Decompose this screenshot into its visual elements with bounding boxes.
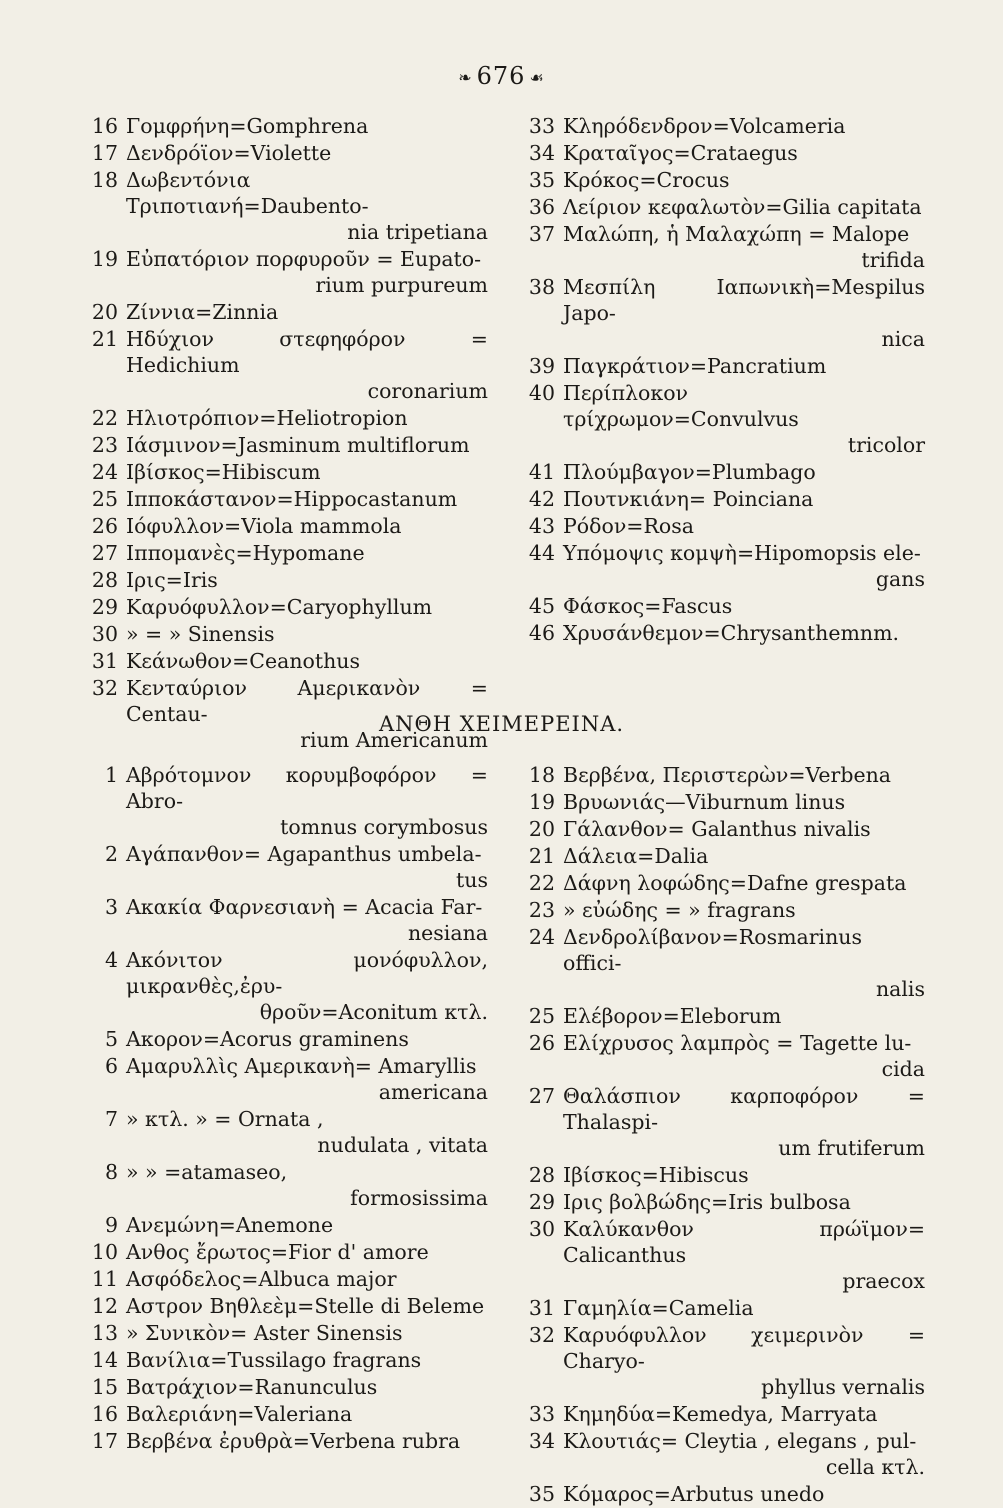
entry-number: 6: [104, 1054, 118, 1078]
entry-text: Ηδύχιον στεφηφόρον = Hedichium: [126, 327, 488, 377]
entry-number: 34: [528, 1429, 555, 1453]
list-item: [88, 513, 488, 539]
entry-number: 17: [91, 141, 118, 165]
entry-continuation: nica: [881, 327, 925, 351]
entry-continuation: nesiana: [407, 921, 488, 945]
entry-number: 14: [91, 1348, 118, 1372]
list-item: [525, 459, 925, 485]
list-item: [88, 1106, 488, 1158]
list-item: [525, 1030, 925, 1082]
entry-text: Γάλανθον= Galanthus nivalis: [563, 817, 871, 841]
list-item: [525, 513, 925, 539]
list-item: [525, 897, 925, 923]
entry-text: Περίπλοκον τρίχρωμον=Convulvus: [563, 381, 799, 431]
page-number: 676: [476, 62, 526, 90]
list-item: [525, 816, 925, 842]
entry-text: Κεάνωθον=Ceanothus: [126, 649, 361, 673]
list-item: [88, 140, 488, 166]
entry-continuation: coronarium: [367, 379, 488, 403]
entry-text: Ιπποκάστανον=Hippocastanum: [126, 487, 458, 511]
entry-number: 29: [91, 595, 118, 619]
entry-text: Κρόκος=Crocus: [563, 168, 730, 192]
entry-number: 19: [528, 790, 555, 814]
entry-continuation: θροῦν=Aconitum κτλ.: [259, 1000, 488, 1024]
entry-number: 5: [104, 1027, 118, 1051]
list-item: [525, 1428, 925, 1480]
entry-continuation: tus: [456, 868, 488, 892]
top-left-column: [88, 113, 488, 754]
entry-number: 16: [91, 114, 118, 138]
list-item: [525, 540, 925, 592]
entry-text: Δωβεντόνια Τριποτιανή=Daubento-: [126, 168, 369, 218]
list-item: [88, 841, 488, 893]
list-item: [88, 326, 488, 404]
entry-text: Αβρότομνον κορυμβοφόρον = Abro-: [126, 763, 488, 813]
list-item: [88, 1320, 488, 1346]
entry-continuation: phyllus vernalis: [761, 1375, 925, 1399]
entry-text: Ιβίσκος=Hibiscus: [563, 1163, 749, 1187]
entry-text: Γαμηλία=Camelia: [563, 1296, 754, 1320]
entry-number: 34: [528, 141, 555, 165]
entry-number: 43: [528, 514, 555, 538]
entry-text: Ιρις βολβώδης=Iris bulbosa: [563, 1190, 851, 1214]
entry-number: 32: [91, 676, 118, 700]
entry-text: Κόμαρος=Arbutus unedo: [563, 1482, 825, 1506]
list-item: [525, 486, 925, 512]
entry-number: 18: [528, 763, 555, 787]
entry-text: Κραταῖγος=Crataegus: [563, 141, 798, 165]
list-item: [88, 299, 488, 325]
entry-text: Δάλεια=Dalia: [563, 844, 709, 868]
list-item: [88, 947, 488, 1025]
list-item: [88, 167, 488, 245]
entry-text: Αστρον Βηθλεὲμ=Stelle di Beleme: [126, 1294, 485, 1318]
list-item: [525, 843, 925, 869]
ornament-left-icon: ❧: [458, 68, 473, 87]
entry-number: 27: [528, 1084, 555, 1108]
entry-number: 17: [91, 1429, 118, 1453]
entry-text: Πουτνκιάνη= Poinciana: [563, 487, 814, 511]
entry-number: 23: [91, 433, 118, 457]
entry-text: Γομφρήνη=Gomphrena: [126, 114, 369, 138]
entry-number: 11: [91, 1267, 118, 1291]
entry-number: 46: [528, 621, 555, 645]
entry-text: Φάσκος=Fascus: [563, 594, 733, 618]
entry-text: » κτλ. » = Ornata ,: [126, 1107, 324, 1131]
entry-text: Δενδρολίβανον=Rosmarinus offici-: [563, 925, 863, 975]
list-item: [525, 620, 925, 646]
entry-continuation: cella κτλ.: [825, 1455, 925, 1479]
entry-number: 20: [528, 817, 555, 841]
entry-text: Καρυόφυλλον=Caryophyllum: [126, 595, 433, 619]
entry-continuation: trifida: [861, 248, 925, 272]
entry-number: 7: [104, 1107, 118, 1131]
list-item: [88, 1159, 488, 1211]
entry-number: 33: [528, 114, 555, 138]
entry-number: 39: [528, 354, 555, 378]
entry-number: 9: [104, 1213, 118, 1237]
list-item: [88, 1293, 488, 1319]
entry-continuation: nia tripetiana: [347, 220, 488, 244]
entry-continuation: nalis: [875, 977, 925, 1001]
entry-number: 31: [91, 649, 118, 673]
bottom-left-column: [88, 762, 488, 1455]
entry-text: Ζίννια=Zinnia: [126, 300, 279, 324]
list-item: [88, 567, 488, 593]
entry-text: Ρόδον=Rosa: [563, 514, 694, 538]
list-item: [525, 789, 925, 815]
list-item: [88, 1239, 488, 1265]
entry-text: Λείριον κεφαλωτὸν=Gilia capitata: [563, 195, 922, 219]
list-item: [525, 1401, 925, 1427]
entry-text: Κημηδύα=Kemedya, Marryata: [563, 1402, 878, 1426]
entry-number: 40: [528, 381, 555, 405]
entry-text: Καρυόφυλλον χειμερινὸν = Charyo-: [563, 1323, 925, 1373]
list-item: [525, 167, 925, 193]
entry-number: 35: [528, 1482, 555, 1506]
entry-number: 22: [528, 871, 555, 895]
entry-text: Θαλάσπιον καρποφόρον = Thalaspi-: [563, 1084, 925, 1134]
list-item: [88, 894, 488, 946]
entry-text: Εὐπατόριον πορφυροῦν = Eupato-: [126, 247, 482, 271]
entry-text: Μαλώπη, ἡ Μαλαχώπη = Malope: [563, 222, 910, 246]
list-item: [88, 594, 488, 620]
entry-number: 44: [528, 541, 555, 565]
section-heading: ΑΝΘΗ ΧΕΙΜΕΡΕΙΝΑ.: [378, 712, 625, 736]
list-item: [88, 1428, 488, 1454]
list-item: [525, 1189, 925, 1215]
list-item: [525, 380, 925, 458]
list-item: [88, 246, 488, 298]
entry-text: Ακορον=Acorus graminens: [126, 1027, 409, 1051]
entry-text: Αμαρυλλὶς Αμερικανὴ= Amaryllis: [126, 1054, 477, 1078]
entry-continuation: rium Americanum: [300, 728, 488, 752]
entry-text: Ιρις=Iris: [126, 568, 218, 592]
entry-number: 42: [528, 487, 555, 511]
entry-text: Ανθος ἔρωτος=Fior d' amore: [126, 1240, 429, 1264]
entry-text: Κενταύριον Αμερικανὸν = Centau-: [126, 676, 488, 726]
entry-text: Πλούμβαγον=Plumbago: [563, 460, 816, 484]
list-item: [88, 1212, 488, 1238]
entry-text: Βερβένα ἐρυθρὰ=Verbena rubra: [126, 1429, 461, 1453]
entry-continuation: tricolor: [847, 433, 925, 457]
list-item: [525, 924, 925, 1002]
list-item: [88, 762, 488, 840]
entry-number: 28: [91, 568, 118, 592]
list-item: [525, 1162, 925, 1188]
entry-number: 25: [91, 487, 118, 511]
entry-number: 22: [91, 406, 118, 430]
entry-number: 45: [528, 594, 555, 618]
list-item: [525, 1216, 925, 1294]
entry-text: Βατράχιον=Ranunculus: [126, 1375, 378, 1399]
ornament-right-icon: ☙: [529, 68, 545, 87]
entry-continuation: cida: [881, 1057, 925, 1081]
entry-number: 18: [91, 168, 118, 192]
entry-continuation: rium purpureum: [315, 273, 488, 297]
entry-text: Βερβένα, Περιστερὼν=Verbena: [563, 763, 892, 787]
list-item: [525, 353, 925, 379]
entry-text: Δενδρόϊον=Violette: [126, 141, 332, 165]
entry-number: 13: [91, 1321, 118, 1345]
list-item: [88, 1266, 488, 1292]
entry-text: Παγκράτιον=Pancratium: [563, 354, 827, 378]
entry-number: 16: [91, 1402, 118, 1426]
entry-number: 31: [528, 1296, 555, 1320]
entry-number: 21: [528, 844, 555, 868]
entry-number: 30: [91, 622, 118, 646]
entry-text: » = » Sinensis: [126, 622, 275, 646]
list-item: [88, 540, 488, 566]
entry-number: 28: [528, 1163, 555, 1187]
entry-continuation: americana: [378, 1080, 488, 1104]
list-item: [88, 405, 488, 431]
list-item: [88, 1026, 488, 1052]
entry-text: Ιππομανὲς=Hypomane: [126, 541, 365, 565]
list-item: [525, 1295, 925, 1321]
entry-continuation: formosissima: [350, 1186, 488, 1210]
entry-text: Ιβίσκος=Hibiscum: [126, 460, 321, 484]
entry-text: » Συνικὸν= Aster Sinensis: [126, 1321, 403, 1345]
entry-number: 27: [91, 541, 118, 565]
entry-number: 37: [528, 222, 555, 246]
entry-number: 41: [528, 460, 555, 484]
list-item: [88, 1374, 488, 1400]
entry-number: 25: [528, 1004, 555, 1028]
page-number-header: [0, 62, 1003, 90]
list-item: [525, 113, 925, 139]
entry-text: Ανεμώνη=Anemone: [126, 1213, 334, 1237]
list-item: [525, 140, 925, 166]
entry-number: 32: [528, 1323, 555, 1347]
list-item: [88, 432, 488, 458]
entry-number: 8: [104, 1160, 118, 1184]
entry-number: 24: [528, 925, 555, 949]
entry-text: Χρυσάνθεμον=Chrysanthemnm.: [563, 621, 900, 645]
entry-text: Καλύκανθον πρώϊμον= Calicanthus: [563, 1217, 925, 1267]
list-item: [88, 648, 488, 674]
list-item: [525, 870, 925, 896]
entry-number: 10: [91, 1240, 118, 1264]
list-item: [88, 113, 488, 139]
entry-number: 38: [528, 275, 555, 299]
entry-number: 29: [528, 1190, 555, 1214]
entry-text: Βρυωνιάς—Viburnum linus: [563, 790, 846, 814]
entry-text: Υπόμοψις κομψὴ=Hipomopsis ele-: [563, 541, 921, 565]
entry-number: 36: [528, 195, 555, 219]
entry-text: Βανίλια=Tussilago fragrans: [126, 1348, 422, 1372]
entry-number: 2: [104, 842, 118, 866]
list-item: [525, 593, 925, 619]
entry-number: 21: [91, 327, 118, 351]
entry-number: 26: [91, 514, 118, 538]
entry-continuation: gans: [875, 567, 925, 591]
list-item: [88, 621, 488, 647]
entry-continuation: nudulata , vitata: [317, 1133, 488, 1157]
list-item: [525, 221, 925, 273]
list-item: [525, 1481, 925, 1507]
list-item: [88, 486, 488, 512]
entry-continuation: um frutiferum: [778, 1136, 925, 1160]
list-item: [525, 194, 925, 220]
entry-text: Δάφνη λοφώδης=Dafne grespata: [563, 871, 907, 895]
entry-continuation: praecox: [842, 1269, 925, 1293]
entry-text: Ελίχρυσος λαμπρὸς = Tagette lu-: [563, 1031, 912, 1055]
entry-number: 35: [528, 168, 555, 192]
entry-number: 26: [528, 1031, 555, 1055]
entry-number: 19: [91, 247, 118, 271]
entry-number: 15: [91, 1375, 118, 1399]
entry-text: Κλουτιάς= Cleytia , elegans , pul-: [563, 1429, 917, 1453]
entry-number: 33: [528, 1402, 555, 1426]
entry-text: Αγάπανθον= Agapanthus umbela-: [126, 842, 482, 866]
entry-number: 30: [528, 1217, 555, 1241]
list-item: [525, 274, 925, 352]
entry-number: 20: [91, 300, 118, 324]
list-item: [525, 1003, 925, 1029]
entry-text: Ηλιοτρόπιον=Heliotropion: [126, 406, 408, 430]
entry-number: 12: [91, 1294, 118, 1318]
list-item: [88, 1347, 488, 1373]
entry-text: Ελέβορον=Eleborum: [563, 1004, 782, 1028]
entry-text: Ιάσμινον=Jasminum multiflorum: [126, 433, 470, 457]
entry-number: 3: [104, 895, 118, 919]
entry-text: Ασφόδελος=Albuca major: [126, 1267, 397, 1291]
entry-text: Ιόφυλλον=Viola mammola: [126, 514, 402, 538]
entry-text: » εὐώδης = » fragrans: [563, 898, 796, 922]
list-item: [525, 1322, 925, 1400]
entry-number: 23: [528, 898, 555, 922]
entry-number: 24: [91, 460, 118, 484]
entry-number: 1: [104, 763, 118, 787]
list-item: [88, 1053, 488, 1105]
entry-text: Κληρόδενδρον=Volcameria: [563, 114, 846, 138]
entry-text: Ακόνιτον μονόφυλλον, μικρανθὲς,ἐρυ-: [126, 948, 488, 998]
entry-text: Ακακία Φαρνεσιανὴ = Acacia Far-: [126, 895, 483, 919]
list-item: [525, 762, 925, 788]
list-item: [525, 1083, 925, 1161]
entry-number: 4: [104, 948, 118, 972]
entry-continuation: tomnus corymbosus: [280, 815, 488, 839]
list-item: [88, 1401, 488, 1427]
bottom-right-column: [525, 762, 925, 1508]
top-right-column: [525, 113, 925, 647]
entry-text: » » =atamaseo,: [126, 1160, 288, 1184]
entry-text: Μεσπίλη Ιαπωνικὴ=Mespilus Japo-: [563, 275, 925, 325]
entry-text: Βαλεριάνη=Valeriana: [126, 1402, 353, 1426]
list-item: [88, 459, 488, 485]
